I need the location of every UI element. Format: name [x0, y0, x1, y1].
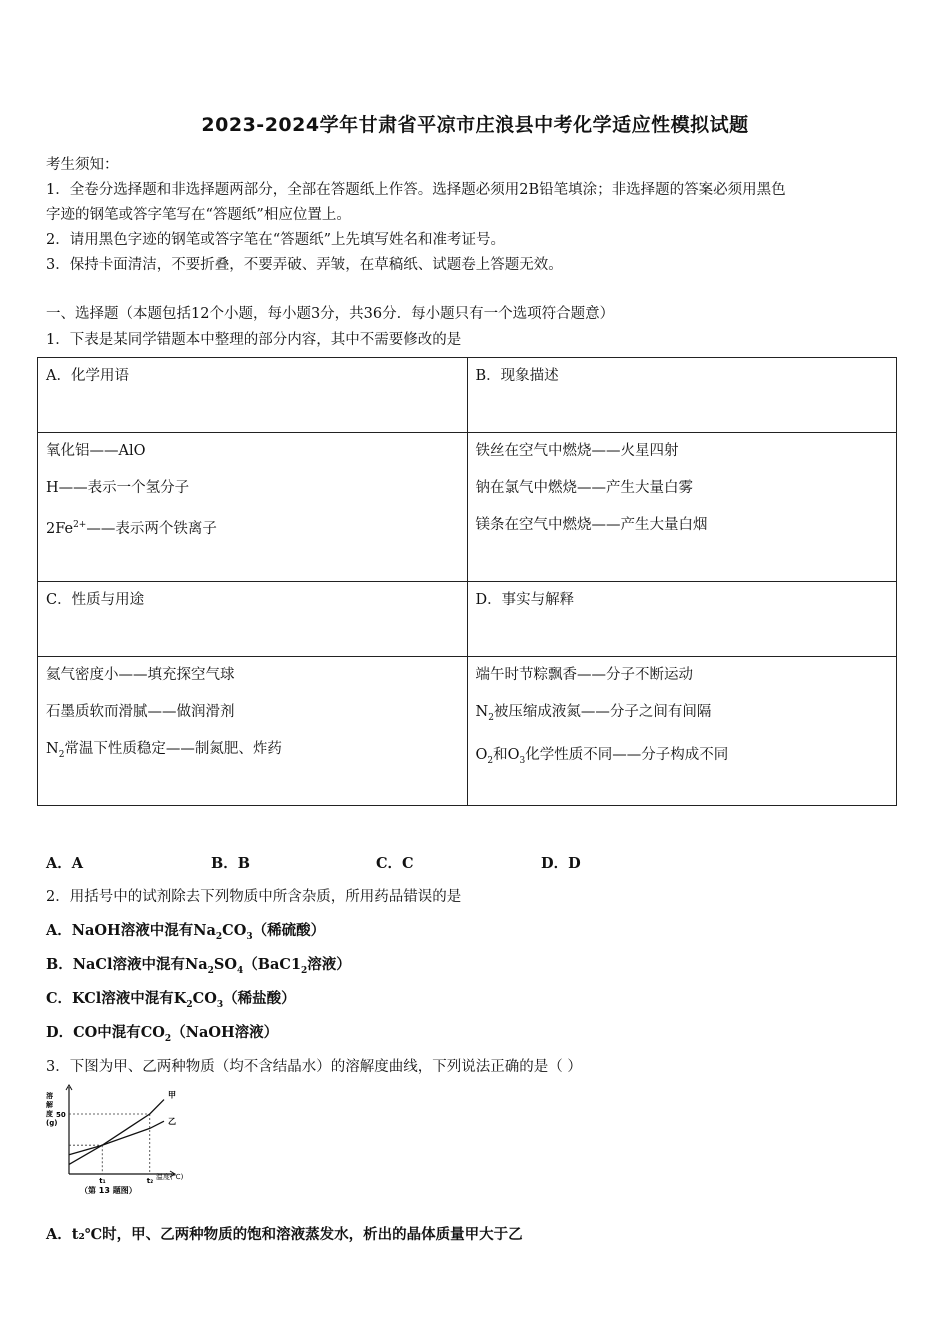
d-line-2: $N_2$被压缩成液氮——分子之间有间隔 — [475, 704, 712, 723]
b-line-1: 铁丝在空气中燃烧——火星四射 — [475, 443, 679, 459]
c-line-2: 石墨质软而滑腻——做润滑剂 — [46, 704, 235, 720]
series-label: 乙 — [168, 1117, 176, 1127]
notice-item-3: 3．保持卡面清洁，不要折叠，不要弄破、弄皱，在草稿纸、试题卷上答题无效。 — [46, 257, 563, 273]
cell-c-body — [38, 657, 468, 806]
notice-item-1a: 1．全卷分选择题和非选择题两部分，全部在答题纸上作答。选择题必须用2B铅笔填涂；非选择题的答案必须用黑色 — [46, 182, 786, 198]
ytick-label: 50 — [56, 1111, 66, 1119]
ylabel-char: 解 — [46, 1101, 53, 1109]
xtick-label-t1: t₁ — [99, 1177, 106, 1185]
a-line-3: $2Fe^{2+}——$表示两个铁离子 — [46, 520, 217, 537]
xtick-label-t2: t₂ — [146, 1177, 154, 1185]
question-3-stem: 3．下图为甲、乙两种物质（均不含结晶水）的溶解度曲线，下列说法正确的是（ ） — [46, 1059, 582, 1075]
b-line-3: 镁条在空气中燃烧——产生大量白烟 — [475, 517, 708, 533]
cell-b-body — [467, 433, 897, 582]
ylabel-char: (g) — [46, 1119, 58, 1127]
ylabel-char: 度 — [46, 1110, 53, 1118]
section-heading: 一、选择题（本题包括12个小题，每小题3分，共36分．每小题只有一个选项符合题意） — [46, 306, 615, 322]
solubility-chart — [44, 1082, 204, 1204]
notice-item-2: 2．请用黑色字迹的钢笔或答字笔在“答题纸”上先填写姓名和准考证号。 — [46, 232, 506, 248]
chart-xlabel: 温度(℃) — [156, 1173, 184, 1181]
q1-option-a[interactable]: A．A — [46, 855, 84, 872]
question-1-stem: 1．下表是某同学错题本中整理的部分内容，其中不需要修改的是 — [46, 332, 462, 348]
chart-caption: （第 13 题图） — [80, 1186, 137, 1195]
a-line-1: 氧化铝——AlO — [46, 443, 146, 459]
notice-heading: 考生须知： — [46, 157, 119, 173]
page-title: 2023-2024学年甘肃省平凉市庄浪县中考化学适应性模拟试题 — [201, 114, 749, 136]
q1-option-b[interactable]: B．B — [211, 855, 251, 872]
series-label: 甲 — [168, 1090, 176, 1100]
cell-c-head: C．性质与用途 — [38, 582, 468, 657]
cell-d-body — [467, 657, 897, 806]
q2-option-b[interactable]: B．NaCl溶液中混有$Na_2SO_4(BaC1_2$溶液） — [46, 956, 351, 976]
q3-option-a[interactable]: A．t₂℃时，甲、乙两种物质的饱和溶液蒸发水，析出的晶体质量甲大于乙 — [46, 1226, 523, 1243]
q2-option-d[interactable]: D．CO中混有$CO_2(NaOH$溶液） — [46, 1024, 279, 1044]
chart-ylabel — [46, 1091, 57, 1127]
q1-option-c[interactable]: C．C — [376, 855, 414, 872]
c-line-1: 氦气密度小——填充探空气球 — [46, 667, 235, 683]
b-line-2: 钠在氯气中燃烧——产生大量白雾 — [475, 480, 693, 496]
q2-option-a[interactable]: A．NaOH溶液中混有$Na_2CO_3$（稀硫酸） — [46, 922, 326, 942]
question-2-stem: 2．用括号中的试剂除去下列物质中所含杂质，所用药品错误的是 — [46, 889, 462, 905]
chart-series — [69, 1091, 176, 1165]
cell-a-body — [38, 433, 468, 582]
cell-a-head: A．化学用语 — [38, 358, 468, 433]
cell-b-head: B．现象描述 — [467, 358, 897, 433]
d-line-3: $O_2$和$O_3$化学性质不同——分子构成不同 — [475, 746, 729, 766]
c-line-3: $N_2$常温下性质稳定——制氮肥、炸药 — [46, 741, 282, 760]
d-line-1: 端午时节粽飘香——分子不断运动 — [475, 667, 693, 683]
chart-guides — [69, 1114, 150, 1174]
ylabel-char: 溶 — [46, 1092, 53, 1100]
notice-item-1b: 字迹的钢笔或答字笔写在“答题纸”相应位置上。 — [46, 207, 351, 223]
q2-option-c[interactable]: C．KCl溶液中混有$K_2CO_3$（稀盐酸） — [46, 990, 296, 1010]
q1-option-d[interactable]: D．D — [541, 855, 581, 872]
cell-d-head: D．事实与解释 — [467, 582, 897, 657]
a-line-2: H——表示一个氢分子 — [46, 480, 190, 496]
question-1-table — [37, 357, 897, 806]
question-1-options — [46, 852, 746, 873]
